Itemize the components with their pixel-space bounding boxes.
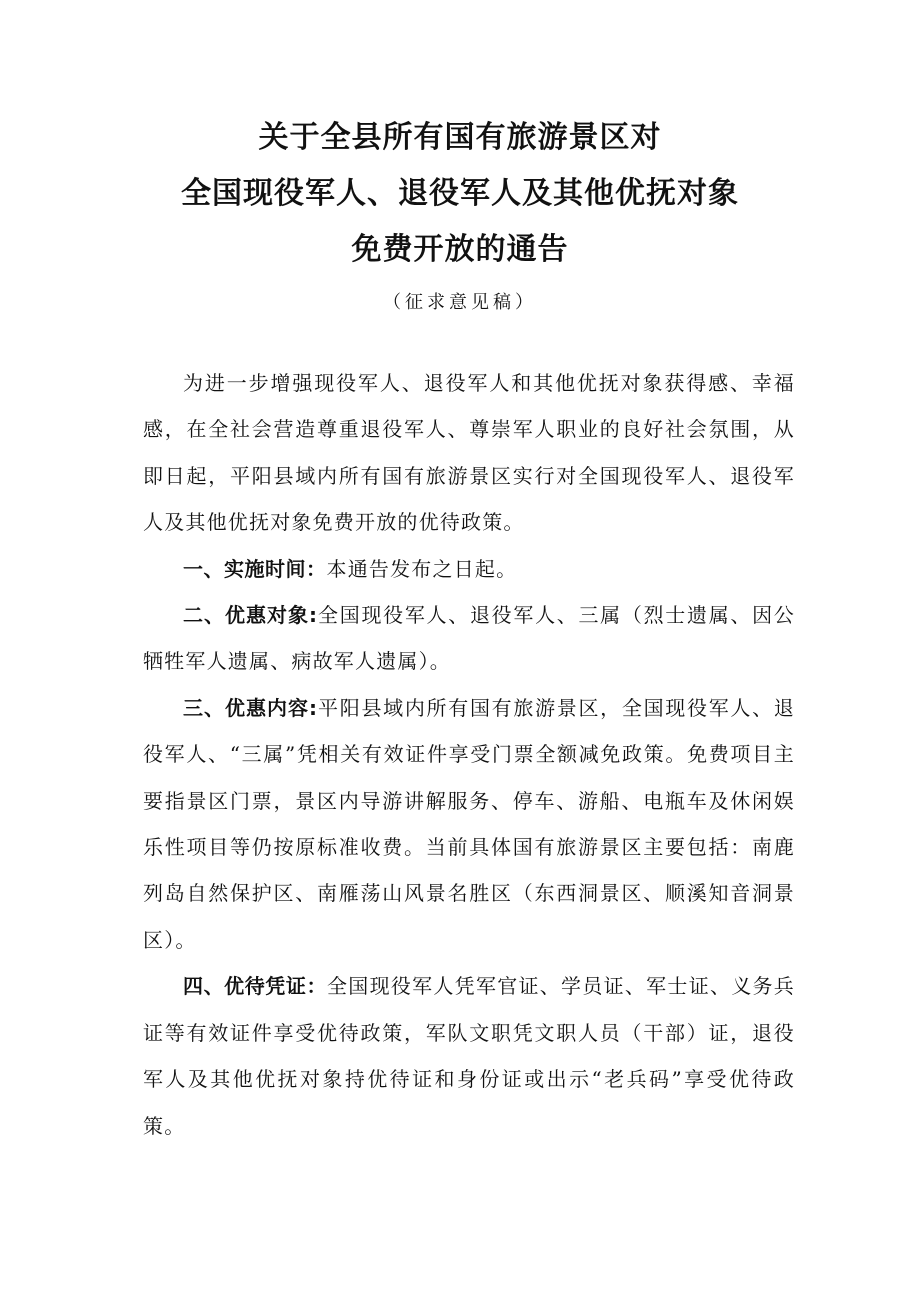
title-block bbox=[0, 110, 920, 318]
section-beneficiaries bbox=[143, 592, 795, 685]
section-text: 本通告发布之日起。 bbox=[326, 556, 518, 581]
section-heading: 四、优待凭证： bbox=[183, 974, 328, 999]
section-heading: 三、优惠内容: bbox=[183, 695, 318, 720]
intro-paragraph: 为进一步增强现役军人、退役军人和其他优抚对象获得感、幸福感，在全社会营造尊重退役军人、尊崇军人职业的良好社会氛围，从即日起，平阳县域内所有国有旅游景区实行对全国现役军人、退役军人及其他优抚对象免费开放的优待政策。 bbox=[143, 371, 795, 535]
document-body bbox=[143, 360, 795, 1149]
title-line-1: 关于全县所有国有旅游景区对 bbox=[258, 120, 662, 155]
section-text: 全国现役军人凭军官证、学员证、军士证、义务兵证等有效证件享受优待政策，军队文职凭文职人员（干部）证，退役军人及其他优抚对象持优待证和身份证或出示“老兵码”享受优待政策。 bbox=[143, 974, 796, 1138]
section-text: 平阳县域内所有国有旅游景区，全国现役军人、退役军人、“三属”凭相关有效证件享受门票全额减免政策。免费项目主要指景区门票，景区内导游讲解服务、停车、游船、电瓶车及休闲娱乐性项目等仍按原标准收费。当前具体国有旅游景区主要包括：南鹿列岛自然保护区、南雁荡山风景名胜区（东西洞景区、顺溪知音洞景区）。 bbox=[143, 695, 796, 952]
subtitle: （征求意见稿） bbox=[383, 292, 537, 313]
section-heading: 一、实施时间： bbox=[183, 556, 327, 581]
title-line-2: 全国现役军人、退役军人及其他优抚对象 bbox=[181, 176, 739, 211]
section-benefit-content bbox=[143, 685, 795, 963]
section-text: 全国现役军人、退役军人、三属（烈士遗属、因公牺牲军人遗属、病故军人遗属）。 bbox=[143, 603, 796, 674]
title-line-3: 免费开放的通告 bbox=[351, 232, 569, 267]
section-implementation-time bbox=[143, 546, 795, 592]
section-heading: 二、优惠对象: bbox=[183, 603, 318, 628]
section-credentials bbox=[143, 963, 795, 1149]
